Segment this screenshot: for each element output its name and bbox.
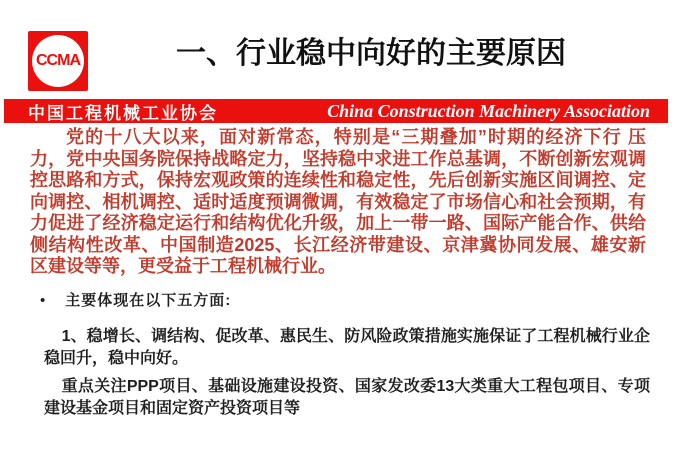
association-name-cn: 中国工程机械工业协会: [28, 103, 218, 123]
association-banner: [4, 99, 668, 123]
bullet-item: [40, 292, 231, 310]
ccma-logo-circle: [32, 35, 84, 87]
point-2-paragraph: 重点关注PPP项目、基础设施建设投资、国家发改委13大类重大工程包项目、专项建设基金项目和固定资产投资项目等: [44, 378, 650, 417]
ccma-logo: [28, 31, 88, 91]
slide-title: 一、行业稳中向好的主要原因: [176, 37, 566, 70]
bullet-marker-icon: •: [40, 292, 46, 309]
ccma-logo-text: CCMA: [36, 52, 80, 69]
bullet-heading: 主要体现在以下五方面:: [65, 292, 232, 309]
intro-paragraph: 党的十八大以来，面对新常态，特别是“三期叠加”时期的经济下行 压力，党中央国务院保持战略定力，坚持稳中求进工作总基调，不断创新宏观调控思路和方式，保持宏观政策的连续性和稳定性，先后创新实施区间调控、定向调控、相机调控、适时适度预调微调，有效稳定了市场信心和社会预期，有力促进了经济稳定运行和结构优化升级，加上一带一路、国际产能合作、供给侧结构性改革、中国制造2025、长江经济带建设、京津冀协同发展、雄安新区建设等等，更受益于工程机械行业。: [30, 127, 646, 276]
point-1-paragraph: 1、稳增长、调结构、促改革、惠民生、防风险政策措施实施保证了工程机械行业企稳回升，稳中向好。: [44, 328, 650, 367]
association-name-en: China Construction Machinery Association: [327, 100, 650, 121]
